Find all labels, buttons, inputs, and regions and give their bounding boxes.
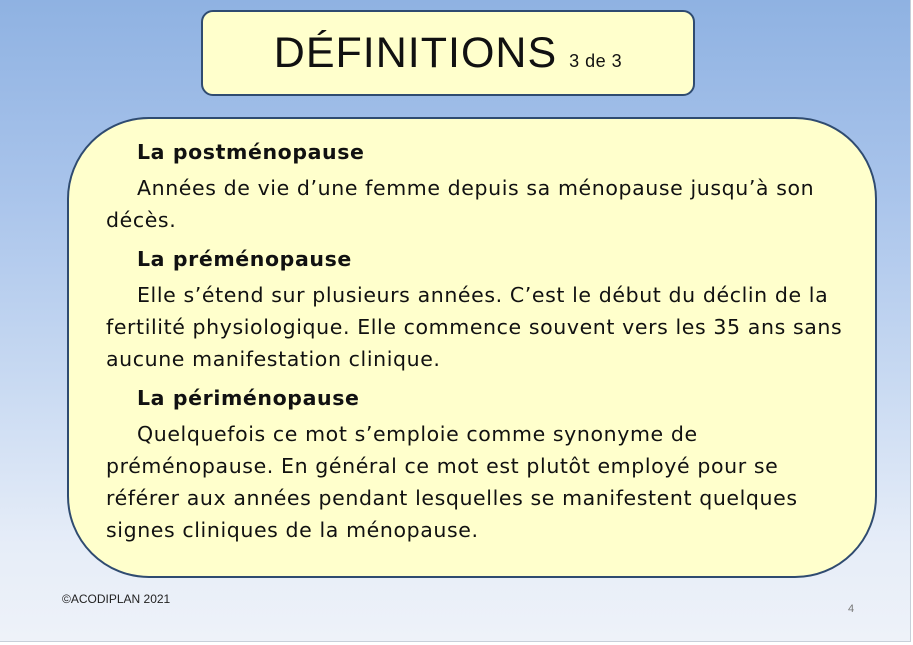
- term-perimenopause: La périménopause: [137, 386, 360, 410]
- definition-perimenopause: Quelquefois ce mot s’emploie comme synonyme de préménopause. En général ce mot est plutôt employé pour se référer aux années pendant lesquelles se manifestent quelques signes cliniques de la ménopause.: [106, 422, 798, 542]
- page-number: 4: [848, 603, 855, 615]
- term-postmenopause: La postménopause: [137, 140, 365, 164]
- term-premenopause: La préménopause: [137, 247, 352, 271]
- copyright-footer: ©ACODIPLAN 2021: [62, 592, 171, 606]
- definition-postmenopause: Années de vie d’une femme depuis sa ménopause jusqu’à son décès.: [106, 176, 815, 232]
- slide-title-page-indicator: 3 de 3: [569, 50, 623, 71]
- slide-title: DÉFINITIONS: [273, 28, 558, 77]
- definition-premenopause: Elle s’étend sur plusieurs années. C’est le début du déclin de la fertilité physiologique. Elle commence souvent vers les 35 ans sans aucune manifestation clinique.: [106, 283, 843, 371]
- definitions-box: [67, 117, 877, 578]
- title-box: [201, 10, 695, 96]
- definitions-content: [106, 136, 851, 546]
